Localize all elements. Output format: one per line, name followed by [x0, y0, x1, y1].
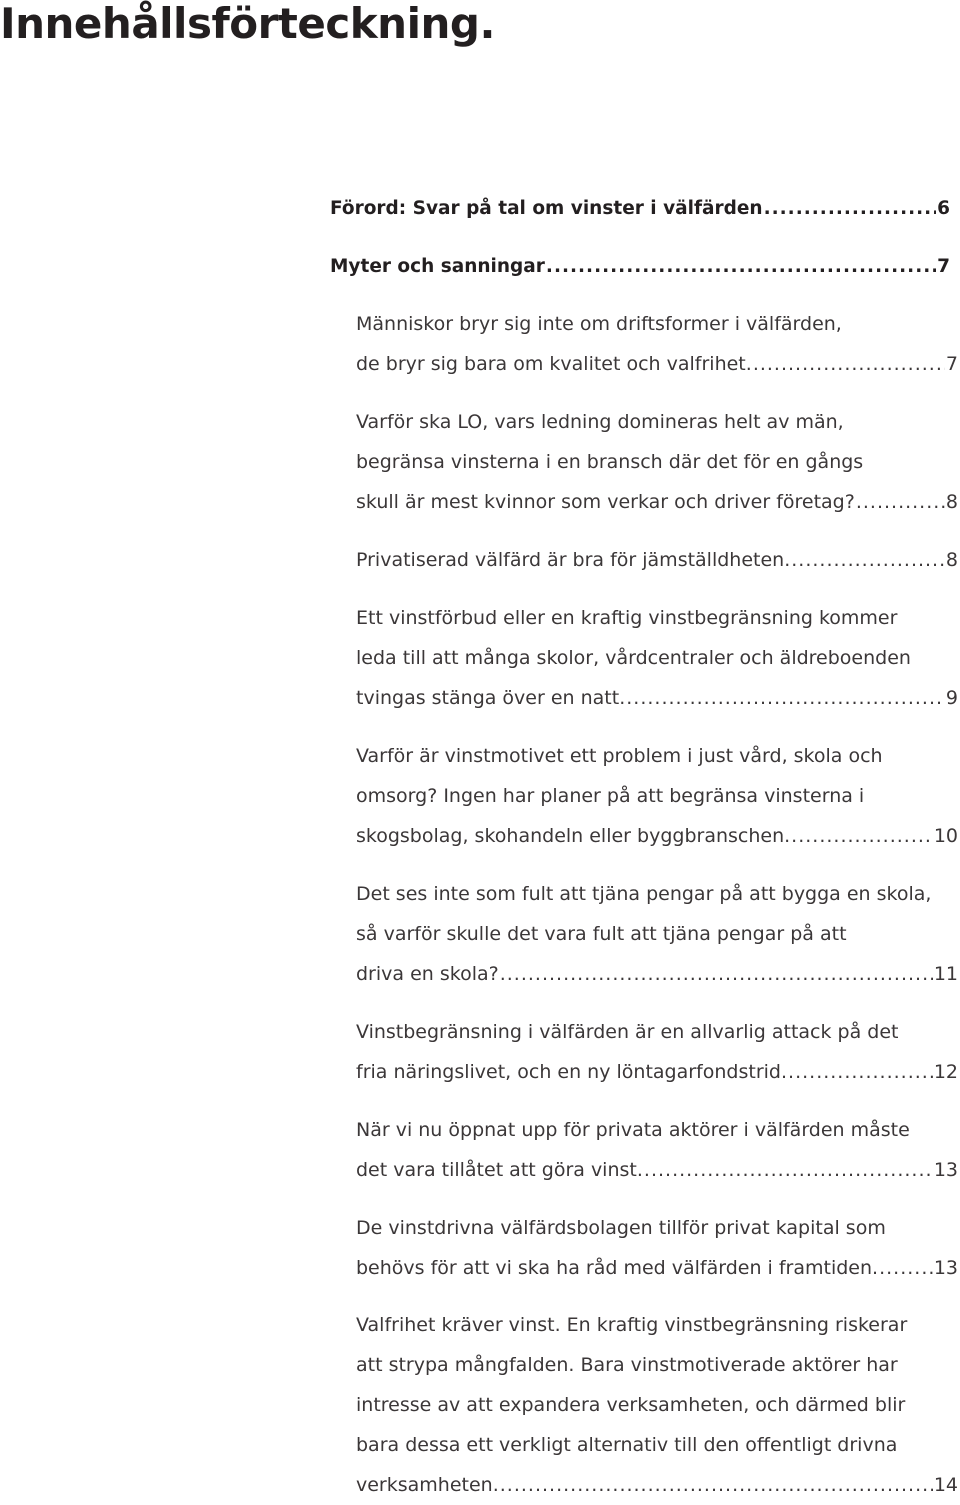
toc-entry-last-line — [330, 189, 950, 229]
dot-leader — [791, 816, 933, 856]
toc-entry-line: att strypa mångfalden. Bara vinstmotiverade aktörer har — [356, 1354, 898, 1376]
page-number: 9 — [945, 687, 958, 709]
dot-leader — [626, 678, 945, 718]
toc-entry-last-line — [356, 540, 958, 580]
toc-entry-line: omsorg? Ingen har planer på att begränsa vinsterna i — [356, 785, 865, 807]
dot-leader — [500, 1465, 933, 1505]
toc-entry[interactable] — [356, 1110, 958, 1190]
toc-entry-line: Det ses inte som fult att tjäna pengar på att bygga en skola, — [356, 883, 932, 905]
toc-entry-line: så varför skulle det vara fult att tjäna pengar på att — [356, 923, 847, 945]
dot-leader — [500, 954, 933, 994]
toc-entry-title: det vara tillåtet att göra vinst. — [356, 1159, 643, 1181]
toc-entry[interactable] — [356, 540, 958, 580]
page-number: 11 — [933, 963, 958, 985]
dot-leader — [546, 247, 936, 287]
toc-entry-title: behövs för att vi ska ha råd med välfärden i framtiden. — [356, 1257, 879, 1279]
page-title: Innehållsförteckning. — [0, 0, 495, 48]
toc-entry-title: driva en skola? — [356, 963, 499, 985]
toc-entry-line: leda till att många skolor, vårdcentraler och äldreboenden — [356, 647, 911, 669]
toc-entry-line: De vinstdrivna välfärdsbolagen tillför privat kapital som — [356, 1217, 886, 1239]
page-number: 13 — [933, 1257, 958, 1279]
toc-entry-title: Förord: Svar på tal om vinster i välfärden — [330, 198, 763, 219]
dot-leader — [856, 482, 945, 522]
dot-leader — [791, 540, 945, 580]
toc-entry-line: Vinstbegränsning i välfärden är en allvarlig attack på det — [356, 1021, 899, 1043]
toc-entry-title: fria näringslivet, och en ny löntagarfondstrid. — [356, 1061, 788, 1083]
toc-entry[interactable] — [356, 402, 958, 522]
toc-entry[interactable] — [356, 598, 958, 718]
toc-entry[interactable] — [356, 304, 958, 384]
toc-entry[interactable] — [356, 1012, 958, 1092]
dot-leader — [788, 1052, 933, 1092]
dot-leader — [753, 344, 945, 384]
toc-entry-last-line — [356, 954, 958, 994]
toc-entry-last-line — [356, 1465, 958, 1505]
toc-entry-title: Privatiserad välfärd är bra för jämställdheten. — [356, 549, 791, 571]
toc-entry-last-line — [356, 816, 958, 856]
toc-entry-last-line — [356, 1052, 958, 1092]
toc-entry-line: begränsa vinsterna i en bransch där det för en gångs — [356, 451, 864, 473]
toc-entry-last-line — [356, 344, 958, 384]
page-number: 7 — [937, 256, 950, 277]
page-number: 7 — [945, 353, 958, 375]
toc-entry-last-line — [330, 247, 950, 287]
page-number: 8 — [945, 491, 958, 513]
toc-entry-title: verksamheten. — [356, 1474, 499, 1496]
toc-entry-title: skull är mest kvinnor som verkar och driver företag? — [356, 491, 855, 513]
page-number: 13 — [933, 1159, 958, 1181]
toc-entry[interactable] — [330, 247, 950, 287]
toc-entry-title: skogsbolag, skohandeln eller byggbranschen. — [356, 825, 791, 847]
toc-entry-line: Valfrihet kräver vinst. En kraftig vinstbegränsning riskerar — [356, 1314, 908, 1336]
toc-entry-line: Ett vinstförbud eller en kraftig vinstbegränsning kommer — [356, 607, 898, 629]
page-number: 14 — [933, 1474, 958, 1496]
toc-entry[interactable] — [356, 736, 958, 856]
toc-entry-title: de bryr sig bara om kvalitet och valfrihet. — [356, 353, 752, 375]
page-number: 8 — [945, 549, 958, 571]
toc-entry[interactable] — [356, 1208, 958, 1288]
dot-leader — [764, 189, 937, 229]
toc-entry-last-line — [356, 678, 958, 718]
toc-entry-line: Varför ska LO, vars ledning domineras helt av män, — [356, 411, 844, 433]
toc-entry[interactable] — [356, 1305, 958, 1505]
toc-entry-title: tvingas stänga över en natt. — [356, 687, 626, 709]
page-number: 6 — [937, 198, 950, 219]
toc-entry-line: Varför är vinstmotivet ett problem i just vård, skola och — [356, 745, 883, 767]
toc-entry-line: Människor bryr sig inte om driftsformer i välfärden, — [356, 313, 842, 335]
toc-entry[interactable] — [356, 874, 958, 994]
toc-entry-line: När vi nu öppnat upp för privata aktörer i välfärden måste — [356, 1119, 910, 1141]
toc-entry-line: intresse av att expandera verksamheten, och därmed blir — [356, 1394, 906, 1416]
page-number: 12 — [933, 1061, 958, 1083]
toc-entry-last-line — [356, 482, 958, 522]
dot-leader — [879, 1248, 933, 1288]
toc-entry-line: bara dessa ett verkligt alternativ till den offentligt drivna — [356, 1434, 898, 1456]
toc-entry-last-line — [356, 1150, 958, 1190]
toc-entry-last-line — [356, 1248, 958, 1288]
page-number: 10 — [933, 825, 958, 847]
dot-leader — [644, 1150, 933, 1190]
toc-entry[interactable] — [330, 189, 950, 229]
toc-entry-title: Myter och sanningar — [330, 256, 545, 277]
